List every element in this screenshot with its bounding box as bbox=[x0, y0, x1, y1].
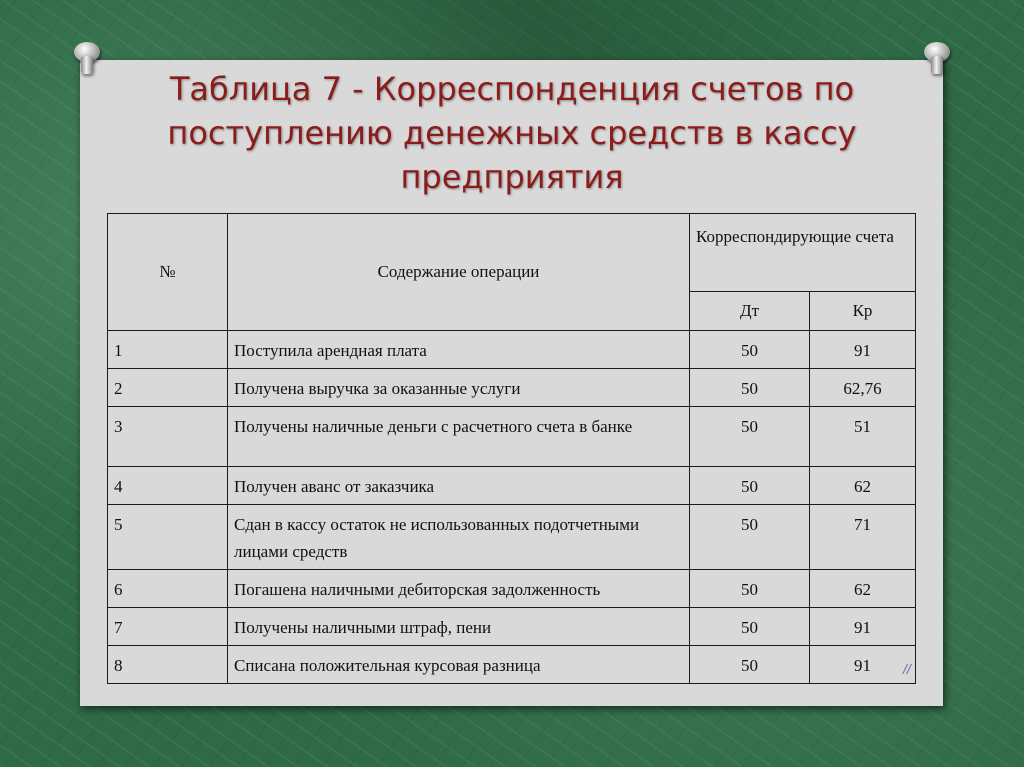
header-operation: Содержание операции bbox=[228, 214, 690, 331]
row-operation: Сдан в кассу остаток не использованных подотчетными лицами средств bbox=[228, 505, 690, 570]
table-row bbox=[108, 369, 916, 407]
row-credit: 51 bbox=[810, 407, 916, 467]
row-credit: 62,76 bbox=[810, 369, 916, 407]
header-corresponding: Корреспондирующие счета bbox=[690, 214, 916, 292]
row-debit: 50 bbox=[690, 608, 810, 646]
row-debit: 50 bbox=[690, 570, 810, 608]
table-row bbox=[108, 407, 916, 467]
row-debit: 50 bbox=[690, 467, 810, 505]
row-number: 3 bbox=[108, 407, 228, 467]
row-operation: Получена выручка за оказанные услуги bbox=[228, 369, 690, 407]
pin-icon-left bbox=[74, 42, 100, 76]
table-row bbox=[108, 608, 916, 646]
row-number: 7 bbox=[108, 608, 228, 646]
table-row bbox=[108, 646, 916, 684]
row-operation: Списана положительная курсовая разница bbox=[228, 646, 690, 684]
row-operation: Погашена наличными дебиторская задолженность bbox=[228, 570, 690, 608]
table-row bbox=[108, 467, 916, 505]
row-number: 2 bbox=[108, 369, 228, 407]
row-credit: 62 bbox=[810, 467, 916, 505]
row-credit: 91 bbox=[810, 331, 916, 369]
row-debit: 50 bbox=[690, 505, 810, 570]
row-operation: Получены наличными штраф, пени bbox=[228, 608, 690, 646]
table-row bbox=[108, 505, 916, 570]
header-number: № bbox=[108, 214, 228, 331]
row-credit: 71 bbox=[810, 505, 916, 570]
row-credit: 62 bbox=[810, 570, 916, 608]
slide-title: Таблица 7 - Корреспонденция счетов по поступлению денежных средств в кассу предприятия bbox=[167, 70, 857, 196]
row-number: 5 bbox=[108, 505, 228, 570]
row-number: 6 bbox=[108, 570, 228, 608]
header-credit: Кр bbox=[810, 292, 916, 331]
row-credit: 91 bbox=[810, 608, 916, 646]
row-number: 4 bbox=[108, 467, 228, 505]
accounts-table bbox=[107, 213, 916, 684]
row-debit: 50 bbox=[690, 369, 810, 407]
pin-icon-right bbox=[924, 42, 950, 76]
row-operation: Получены наличные деньги с расчетного счета в банке bbox=[228, 407, 690, 467]
table-row bbox=[108, 331, 916, 369]
table-row bbox=[108, 570, 916, 608]
slide-mark: // bbox=[903, 661, 911, 677]
header-debit: Дт bbox=[690, 292, 810, 331]
row-number: 8 bbox=[108, 646, 228, 684]
row-debit: 50 bbox=[690, 646, 810, 684]
row-debit: 50 bbox=[690, 331, 810, 369]
row-operation: Поступила арендная плата bbox=[228, 331, 690, 369]
row-number: 1 bbox=[108, 331, 228, 369]
row-credit: 91 bbox=[810, 646, 916, 684]
row-operation: Получен аванс от заказчика bbox=[228, 467, 690, 505]
row-debit: 50 bbox=[690, 407, 810, 467]
